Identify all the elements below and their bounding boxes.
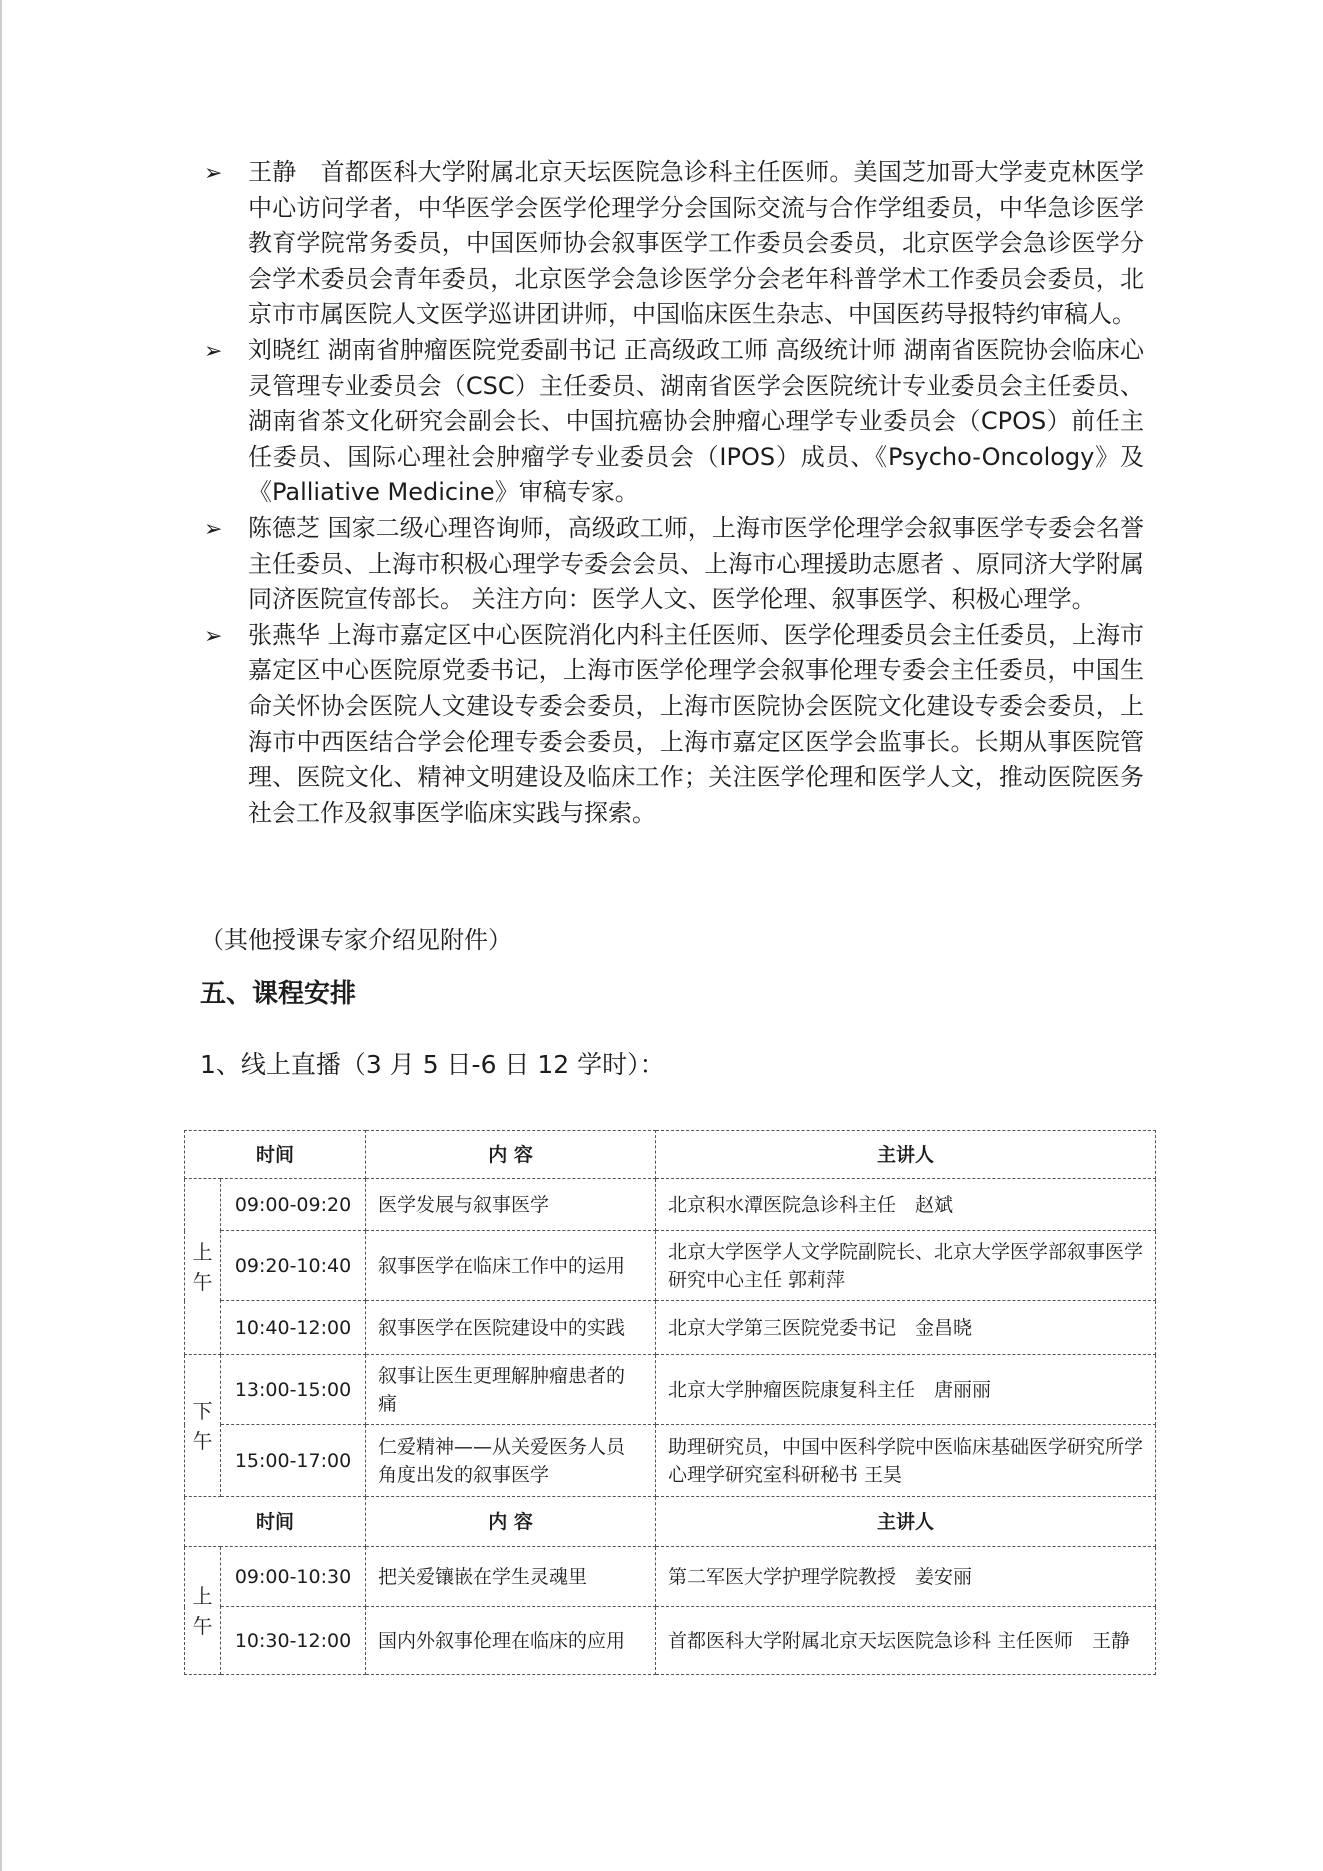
table-row xyxy=(185,1231,1156,1301)
period-morning: 上午 xyxy=(185,1547,221,1675)
table-header-row xyxy=(185,1131,1156,1179)
page-edge xyxy=(0,0,2,1871)
expert-bio-item xyxy=(204,618,1144,832)
arrow-bullet-icon: ➢ xyxy=(204,516,223,542)
header-content: 内 容 xyxy=(366,1131,656,1179)
expert-bio-text: 张燕华 上海市嘉定区中心医院消化内科主任医师、医学伦理委员会主任委员，上海市嘉定区中心医院原党委书记，上海市医学伦理学会叙事伦理专委会主任委员，中国生命关怀协会医院人文建设专委会委员，上海市医院协会医院文化建设专委会委员，上海市中西医结合学会伦理专委会委员，上海市嘉定区医学会监事长。长期从事医院管理、医院文化、精神文明建设及临床工作；关注医学伦理和医学人文，推动医院医务社会工作及叙事医学临床实践与探索。 xyxy=(248,620,1144,827)
content-cell: 叙事让医生更理解肿瘤患者的痛 xyxy=(366,1355,656,1425)
speaker-cell: 首都医科大学附属北京天坛医院急诊科 主任医师 王静 xyxy=(656,1607,1156,1675)
attachment-note: （其他授课专家介绍见附件） xyxy=(200,926,512,954)
speaker-cell: 北京大学医学人文学院副院长、北京大学医学部叙事医学研究中心主任 郭莉萍 xyxy=(656,1231,1156,1301)
expert-bio-item xyxy=(204,155,1144,333)
arrow-bullet-icon: ➢ xyxy=(204,338,223,364)
table-row xyxy=(185,1607,1156,1675)
table-row xyxy=(185,1425,1156,1497)
expert-bio-item xyxy=(204,511,1144,618)
time-cell: 13:00-15:00 xyxy=(221,1355,366,1425)
table-header-row xyxy=(185,1497,1156,1547)
speaker-cell: 北京大学肿瘤医院康复科主任 唐丽丽 xyxy=(656,1355,1156,1425)
arrow-bullet-icon: ➢ xyxy=(204,623,223,649)
content-cell: 叙事医学在临床工作中的运用 xyxy=(366,1231,656,1301)
header-speaker: 主讲人 xyxy=(656,1497,1156,1547)
content-cell: 把关爱镶嵌在学生灵魂里 xyxy=(366,1547,656,1607)
expert-bio-text: 王静 首都医科大学附属北京天坛医院急诊科主任医师。美国芝加哥大学麦克林医学中心访问学者，中华医学会医学伦理学分会国际交流与合作学组委员，中华急诊医学教育学院常务委员，中国医师协会叙事医学工作委员会委员，北京医学会急诊医学分会学术委员会青年委员，北京医学会急诊医学分会老年科普学术工作委员会委员，北京市市属医院人文医学巡讲团讲师，中国临床医生杂志、中国医药导报特约审稿人。 xyxy=(248,158,1144,329)
schedule-subtitle: 1、线上直播（3 月 5 日-6 日 12 学时）： xyxy=(200,1050,665,1079)
expert-bio-item xyxy=(204,333,1144,511)
course-schedule-table xyxy=(184,1130,1156,1675)
header-content: 内 容 xyxy=(366,1497,656,1547)
table-row xyxy=(185,1547,1156,1607)
time-cell: 10:30-12:00 xyxy=(221,1607,366,1675)
speaker-cell: 北京积水潭医院急诊科主任 赵斌 xyxy=(656,1179,1156,1231)
content-cell: 叙事医学在医院建设中的实践 xyxy=(366,1301,656,1355)
expert-bio-text: 刘晓红 湖南省肿瘤医院党委副书记 正高级政工师 高级统计师 湖南省医院协会临床心灵管理专业委员会（CSC）主任委员、湖南省医学会医院统计专业委员会主任委员、湖南省茶文化研究会副会长、中国抗癌协会肿瘤心理学专业委员会（CPOS）前任主任委员、国际心理社会肿瘤学专业委员会（IPOS）成员、《Psycho-Oncology》及《Palliative Medicine》审稿专家。 xyxy=(248,335,1144,507)
expert-bio-text: 陈德芝 国家二级心理咨询师，高级政工师，上海市医学伦理学会叙事医学专委会名誉主任委员、上海市积极心理学专委会会员、上海市心理援助志愿者 、原同济大学附属同济医院宣传部长。 关注方向：医学人文、医学伦理、叙事医学、积极心理学。 xyxy=(248,513,1144,614)
section-title: 五、课程安排 xyxy=(200,979,357,1009)
content-cell: 医学发展与叙事医学 xyxy=(366,1179,656,1231)
arrow-bullet-icon: ➢ xyxy=(204,161,223,186)
content-cell: 国内外叙事伦理在临床的应用 xyxy=(366,1607,656,1675)
expert-bio-list xyxy=(204,155,1144,831)
time-cell: 10:40-12:00 xyxy=(221,1301,366,1355)
period-afternoon: 下午 xyxy=(185,1355,221,1497)
speaker-cell: 第二军医大学护理学院教授 姜安丽 xyxy=(656,1547,1156,1607)
content-cell: 仁爱精神——从关爱医务人员角度出发的叙事医学 xyxy=(366,1425,656,1497)
header-time: 时间 xyxy=(185,1497,366,1547)
table-row xyxy=(185,1179,1156,1231)
period-morning: 上午 xyxy=(185,1179,221,1355)
speaker-cell: 北京大学第三医院党委书记 金昌晓 xyxy=(656,1301,1156,1355)
time-cell: 09:00-10:30 xyxy=(221,1547,366,1607)
table-row xyxy=(185,1355,1156,1425)
header-time: 时间 xyxy=(185,1131,366,1179)
time-cell: 15:00-17:00 xyxy=(221,1425,366,1497)
header-speaker: 主讲人 xyxy=(656,1131,1156,1179)
speaker-cell: 助理研究员，中国中医科学院中医临床基础医学研究所学心理学研究室科研秘书 王昊 xyxy=(656,1425,1156,1497)
table-row xyxy=(185,1301,1156,1355)
time-cell: 09:00-09:20 xyxy=(221,1179,366,1231)
time-cell: 09:20-10:40 xyxy=(221,1231,366,1301)
